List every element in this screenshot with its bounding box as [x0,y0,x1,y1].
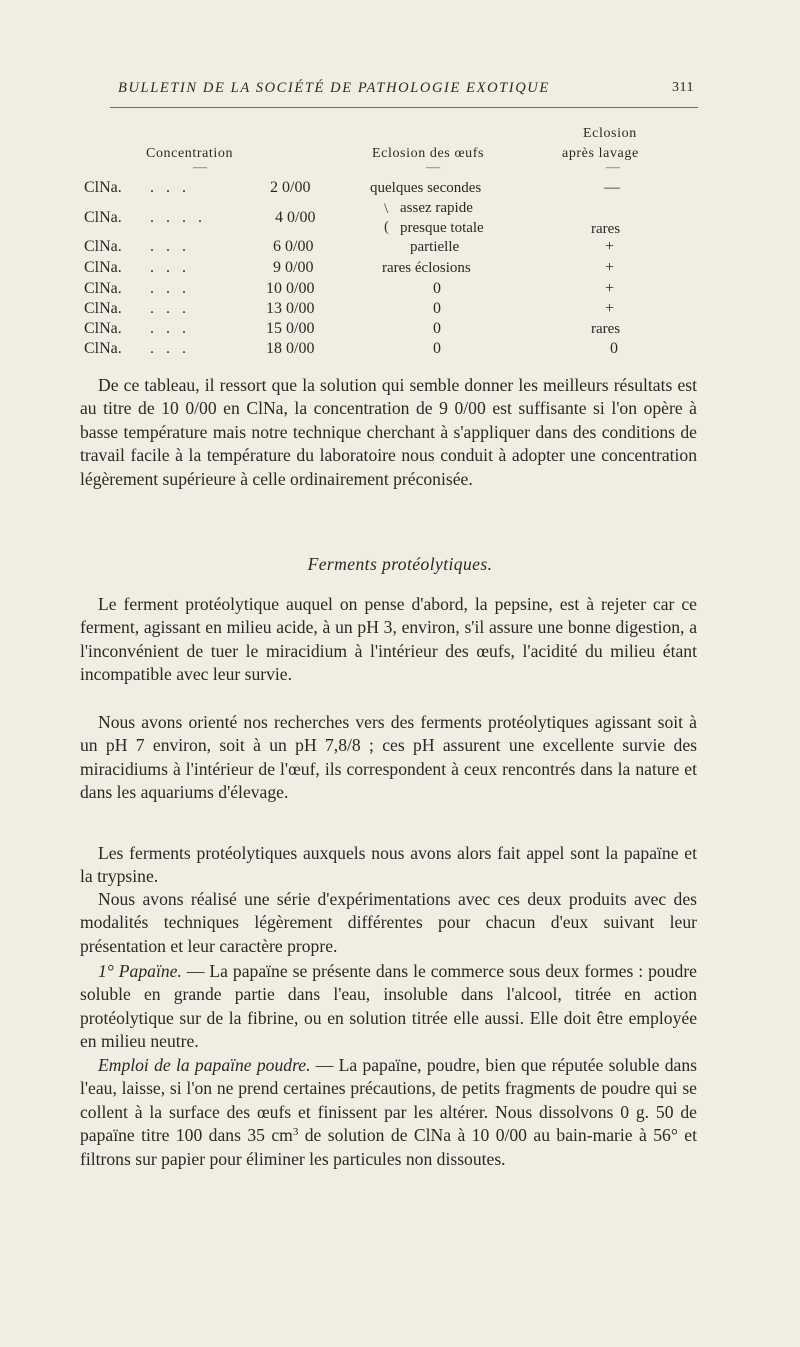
row-apres: — [604,179,620,196]
row-eclosion: 0 [433,340,441,357]
row-salt: ClNa. [84,280,122,297]
header-dash: — [193,160,207,175]
col-header-concentration: Concentration [146,146,234,161]
row-dots: . . . [150,259,190,276]
row-dots: . . . [150,340,190,357]
paragraph: Nous avons réalisé une série d'expérimentations avec ces deux produits avec des modalités techniques légèrement différentes pour chacun d'eux suivant leur présentation et leur caractère propre. [80,889,697,956]
row-salt: ClNa. [84,300,122,317]
row-eclosion-line1: assez rapide [400,200,473,216]
paragraph-text: — La papaïne se présente dans le commerce sous deux formes : poudre soluble en grande partie dans l'eau, insoluble dans l'alcool, titrée en action protéolytique sur de la fibrine, ou en solution titrée elle aussi. Elle doit être employée en milieu neutre. [80,961,697,1052]
row-dots: . . . [150,300,190,317]
row-dots: . . . [150,179,190,196]
paragraph [80,960,697,1054]
row-dots: . . . [150,280,190,297]
paragraph: Le ferment protéolytique auquel on pense d'abord, la pepsine, est à rejeter car ce ferment, agissant en milieu acide, à un pH 3, environ, s'il assure une bonne digestion, a l'inconvénient de tuer le miracidium à l'intérieur des œufs, l'acidité du milieu étant incompatible avec leur survie. [80,594,697,685]
header-dash: — [426,160,440,175]
row-dots: . . . [150,320,190,337]
row-apres: rares [591,321,621,337]
row-salt: ClNa. [84,320,122,337]
row-concentration: 4 0/00 [275,209,316,226]
subheading-papaine: 1° Papaïne. [98,961,182,981]
paragraph [80,1054,697,1171]
header-rule [110,107,698,108]
row-eclosion: quelques secondes [370,180,482,196]
row-eclosion: 0 [433,300,441,317]
col-header-eclosion: Eclosion des œufs [372,146,485,161]
row-apres: rares [591,221,621,237]
row-eclosion: partielle [410,239,460,255]
superscript: 3 [292,1126,299,1139]
row-apres: + [605,300,615,317]
row-apres: + [605,280,615,297]
row-eclosion: rares éclosions [382,260,471,276]
row-concentration: 6 0/00 [273,238,314,255]
running-title: BULLETIN DE LA SOCIÉTÉ DE PATHOLOGIE EXOTIQUE [118,80,550,96]
paragraph: Nous avons orienté nos recherches vers des ferments protéolytiques agissant soit à un pH 7 environ, soit à un pH 7,8/8 ; ces pH assurent une excellente survie des miracidiums à l'intérieur de l'œuf, ils correspondent à ceux rencontrés dans la nature et dans les aquariums d'élevage. [80,712,697,803]
paragraph-text: — La papaïne, poudre, bien que réputée soluble dans l'eau, laisse, si l'on ne prend certaines précautions, de petits fragments de poudre qui se collent à la surface des œufs et finissent par les altérer. Nous dissolvons 0 g. 50 de papaïne titre 100 dans 35 cm [80,1055,697,1146]
brace-bottom: ( [384,219,389,235]
row-apres: + [605,238,615,255]
page-number: 311 [672,80,694,95]
row-salt: ClNa. [84,259,122,276]
row-dots: . . . [150,238,190,255]
row-concentration: 10 0/00 [266,280,315,297]
row-salt: ClNa. [84,179,122,196]
row-eclosion-line2: presque totale [400,220,484,236]
row-salt: ClNa. [84,209,122,226]
section-title: Ferments protéolytiques. [307,554,493,574]
brace-top: \ [384,201,389,217]
col-header-apres-line1: Eclosion [583,126,637,141]
header-dash: — [606,160,620,175]
paragraph: Les ferments protéolytiques auxquels nous avons alors fait appel sont la papaïne et la trypsine. [80,843,697,887]
row-concentration: 13 0/00 [266,300,315,317]
subheading-emploi: Emploi de la papaïne poudre. [98,1055,311,1075]
paragraph-text: de solution de ClNa à 10 0/00 au bain-marie à 56° et filtrons sur papier pour éliminer les particules non dissoutes. [80,1125,697,1169]
row-salt: ClNa. [84,340,122,357]
row-eclosion: 0 [433,320,441,337]
row-eclosion: 0 [433,280,441,297]
row-apres: 0 [610,340,618,357]
paragraph: De ce tableau, il ressort que la solution qui semble donner les meilleurs résultats est au titre de 10 0/00 en ClNa, la concentration de 9 0/00 est suffisante si l'on opère à basse température mais notre technique cherchant à s'appliquer dans des conditions de travail facile à la température du laboratoire nous conduit à adopter une concentration légèrement supérieure à celle ordinairement préconisée. [80,375,697,489]
row-dots: . . . . [150,209,206,226]
row-apres: + [605,259,615,276]
col-header-apres-line2: après lavage [562,146,639,161]
row-salt: ClNa. [84,238,122,255]
row-concentration: 18 0/00 [266,340,315,357]
row-concentration: 2 0/00 [270,179,311,196]
row-concentration: 15 0/00 [266,320,315,337]
row-concentration: 9 0/00 [273,259,314,276]
